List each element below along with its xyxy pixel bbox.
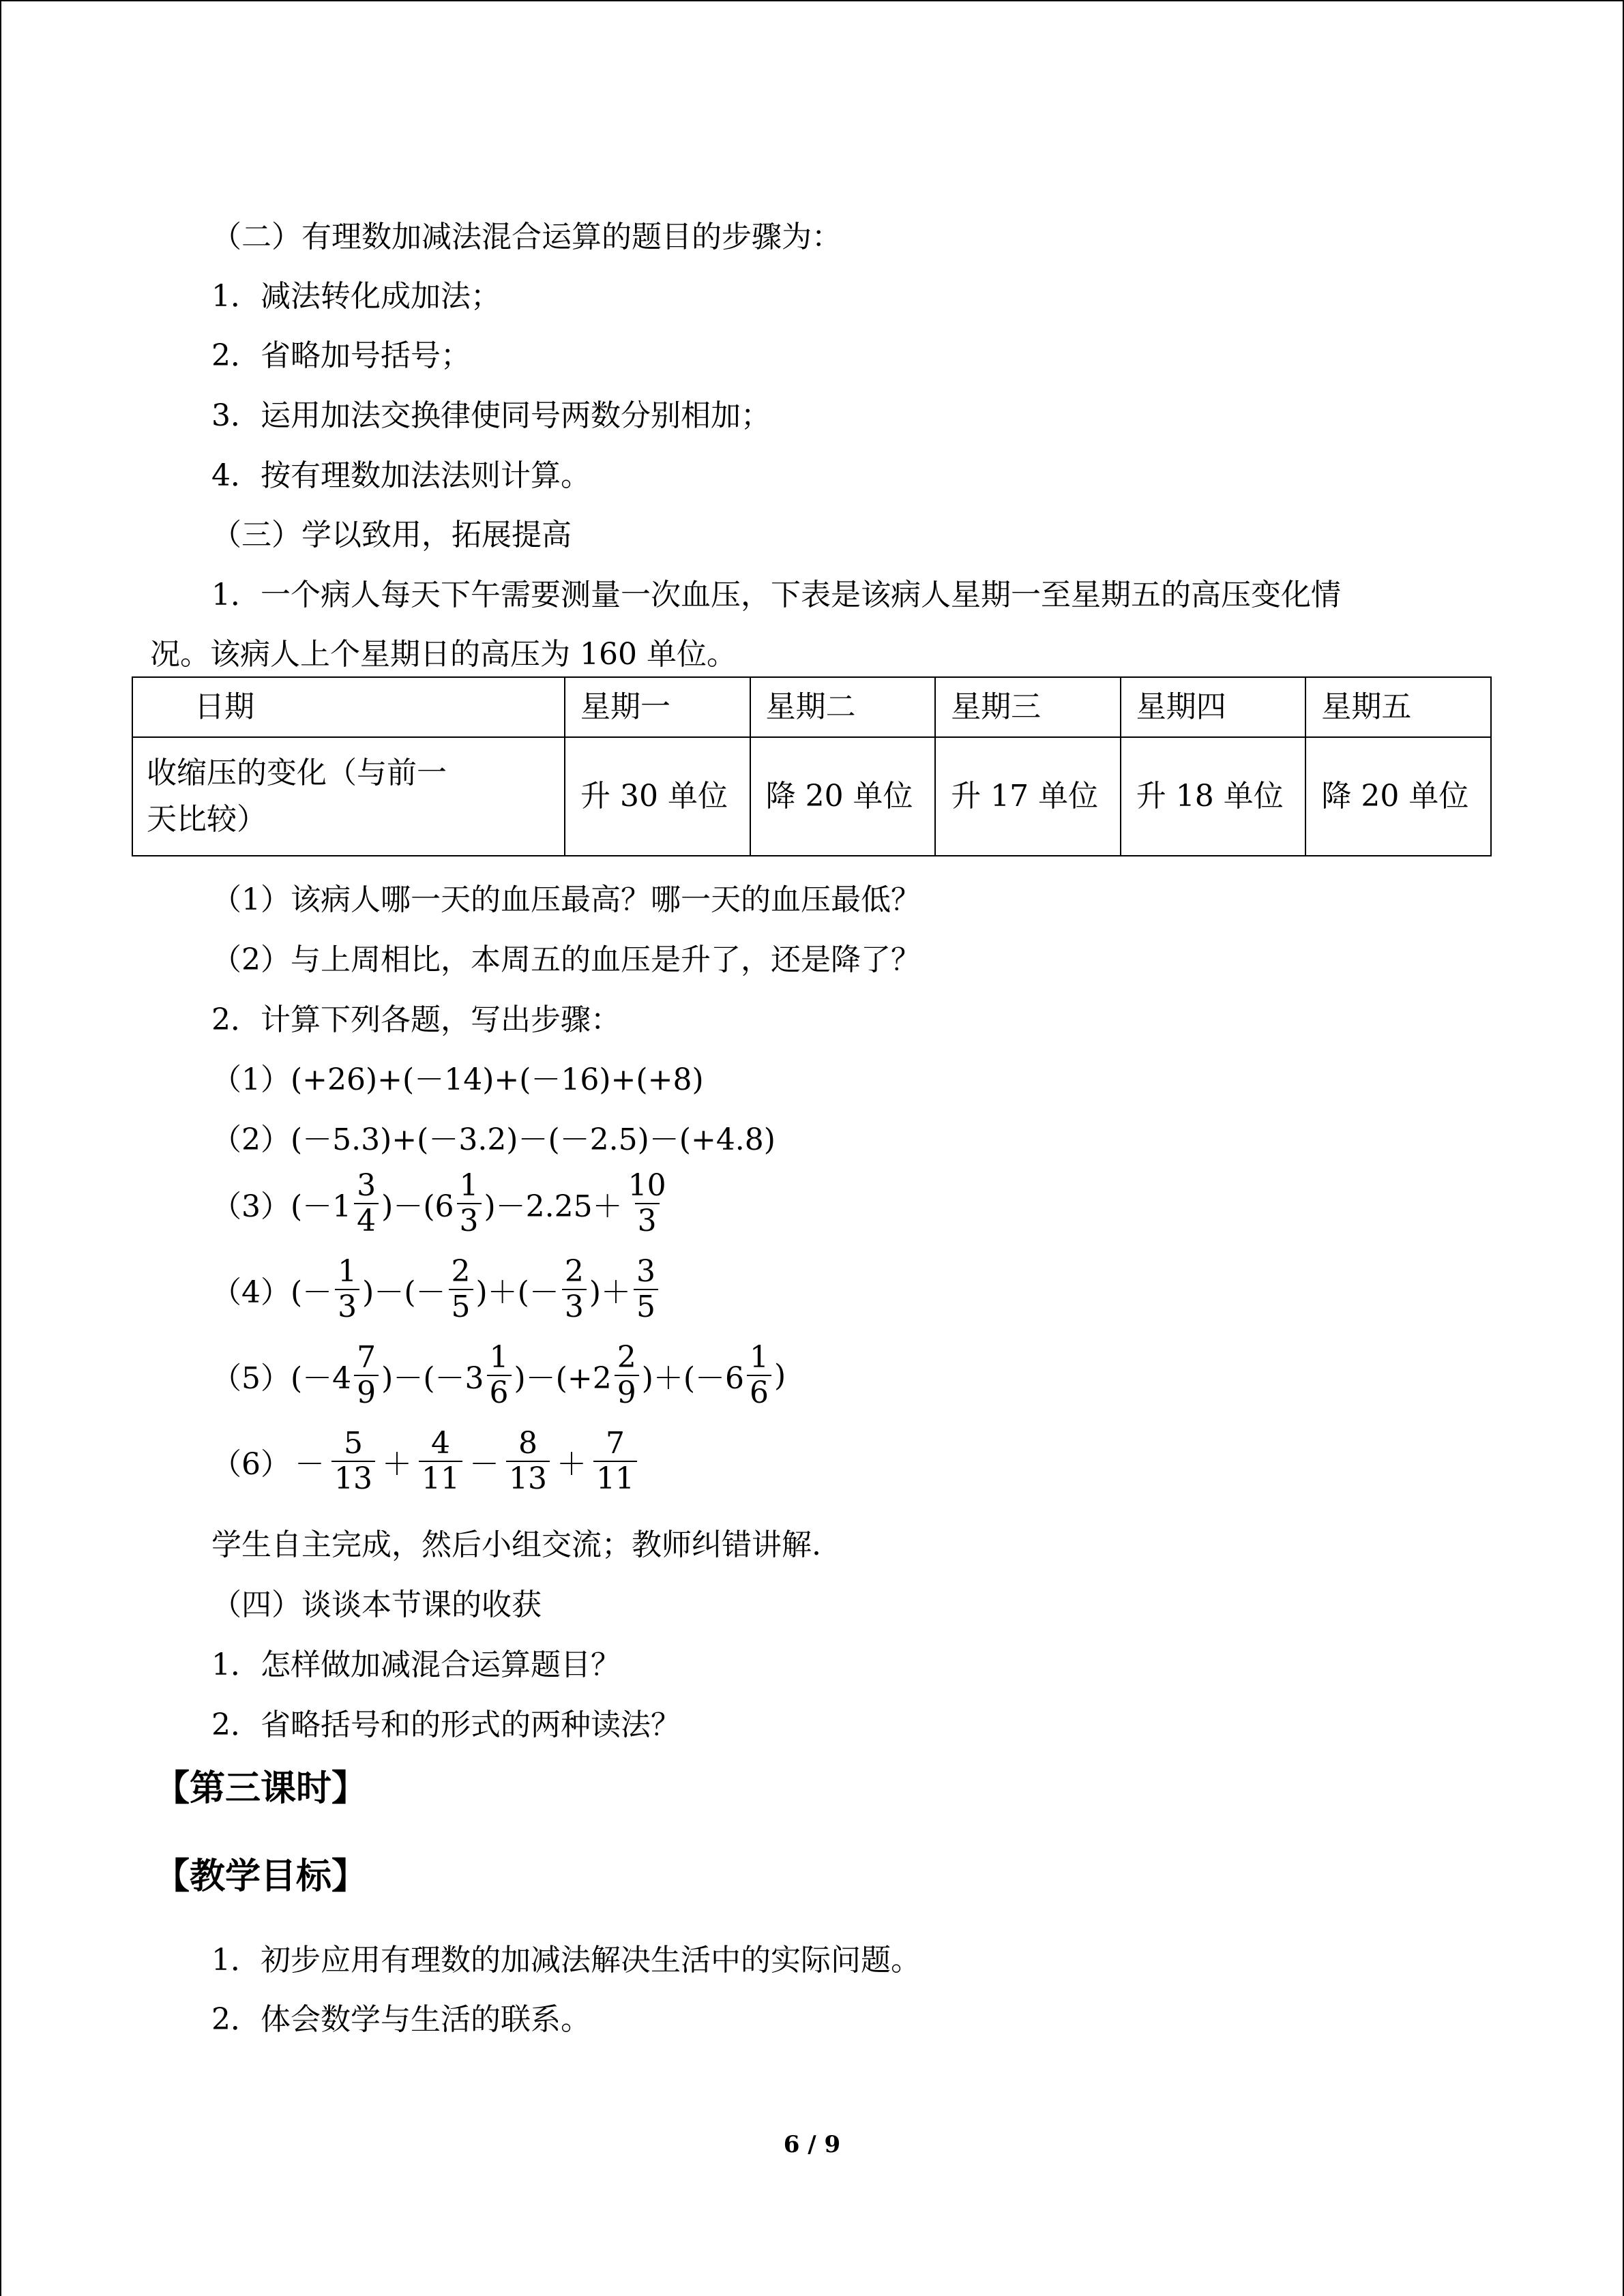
section2-title: （二）有理数加减法混合运算的题目的步骤为： <box>211 220 842 254</box>
expr-text: )－2.25＋ <box>484 1189 623 1224</box>
denominator: 9 <box>615 1375 639 1410</box>
expr-text: － <box>295 1447 325 1482</box>
heading-lesson-3: 【第三课时】 <box>154 1768 368 1809</box>
expr-text: )－(－ <box>362 1275 446 1310</box>
numerator: 2 <box>451 1254 471 1289</box>
table-header-cell: 星期一 <box>565 677 750 737</box>
fraction <box>593 1427 637 1496</box>
table-cell: 升 18 单位 <box>1121 737 1306 856</box>
fraction <box>487 1341 512 1410</box>
fraction <box>747 1341 771 1410</box>
problem-label: （6） <box>211 1447 291 1482</box>
fraction <box>625 1169 669 1238</box>
fraction <box>331 1427 375 1496</box>
numerator: 1 <box>338 1254 357 1289</box>
table-cell: 降 20 单位 <box>1305 737 1491 856</box>
fraction <box>449 1255 473 1324</box>
numerator: 1 <box>750 1340 769 1375</box>
denominator: 3 <box>335 1289 359 1324</box>
denominator: 5 <box>449 1289 473 1324</box>
row-label-line-2: 天比较） <box>147 802 267 837</box>
table-header-row <box>132 677 1491 737</box>
fraction <box>562 1255 587 1324</box>
expr-text: ＋ <box>557 1447 587 1482</box>
expr-text: (－ <box>291 1275 333 1310</box>
question-1-sub-2: （2）与上周相比，本周五的血压是升了，还是降了？ <box>211 942 921 977</box>
expr-text: )＋ <box>589 1275 632 1310</box>
problem-3 <box>211 1166 672 1241</box>
denominator: 6 <box>747 1375 771 1410</box>
section4-item-1: 1．怎样做加减混合运算题目？ <box>211 1648 621 1682</box>
problem-label: （4） <box>211 1275 291 1310</box>
problem-label: （5） <box>211 1361 291 1396</box>
row-label-line-1: 收缩压的变化（与前一 <box>147 756 447 790</box>
question-1-line-1: 1．一个病人每天下午需要测量一次血压，下表是该病人星期一至星期五的高压变化情 <box>211 578 1341 612</box>
section4-item-2: 2．省略括号和的形式的两种读法？ <box>211 1708 681 1742</box>
numerator: 1 <box>489 1340 509 1375</box>
step-1: 1．减法转化成加法； <box>211 279 501 314</box>
page-border-top <box>0 0 1624 1</box>
fraction <box>419 1427 462 1496</box>
expr-text: (－1 <box>291 1189 352 1224</box>
expr-text: )－(－3 <box>381 1361 484 1396</box>
numerator: 2 <box>564 1254 584 1289</box>
expr-text: )＋(－ <box>475 1275 559 1310</box>
table-cell: 降 20 单位 <box>750 737 936 856</box>
table-header-cell: 星期三 <box>935 677 1121 737</box>
fraction <box>335 1255 359 1324</box>
denominator: 6 <box>487 1375 512 1410</box>
fraction <box>634 1255 658 1324</box>
denominator: 5 <box>634 1289 658 1324</box>
problem-6 <box>211 1424 640 1499</box>
numerator: 1 <box>459 1168 479 1203</box>
denominator: 11 <box>593 1461 637 1496</box>
question-1-line-2: 况。该病人上个星期日的高压为 160 单位。 <box>150 637 737 672</box>
heading-teaching-goals: 【教学目标】 <box>154 1856 368 1897</box>
table-header-cell: 星期二 <box>750 677 936 737</box>
fraction <box>506 1427 550 1496</box>
expr-text: )－(6 <box>381 1189 454 1224</box>
numerator: 7 <box>357 1340 377 1375</box>
question-2-title: 2．计算下列各题，写出步骤： <box>211 1002 621 1037</box>
expr-text: )＋(－6 <box>641 1361 745 1396</box>
step-3: 3．运用加法交换律使同号两数分别相加； <box>211 398 771 433</box>
page-number: 6 / 9 <box>783 2131 841 2158</box>
denominator: 9 <box>354 1375 379 1410</box>
expr-text: ＋ <box>382 1447 412 1482</box>
goal-2: 2．体会数学与生活的联系。 <box>211 2002 591 2037</box>
denominator: 3 <box>562 1289 587 1324</box>
row-label-cell <box>132 737 565 856</box>
numerator: 3 <box>357 1168 377 1203</box>
numerator: 10 <box>628 1168 666 1203</box>
table-header-cell: 星期五 <box>1305 677 1491 737</box>
problem-4 <box>211 1252 661 1327</box>
goal-1: 1．初步应用有理数的加减法解决生活中的实际问题。 <box>211 1943 921 1978</box>
numerator: 2 <box>617 1340 636 1375</box>
numerator: 3 <box>636 1254 656 1289</box>
expr-text: )－(+2 <box>514 1361 612 1396</box>
numerator: 7 <box>606 1426 625 1461</box>
table-header-cell: 星期四 <box>1121 677 1306 737</box>
blood-pressure-table <box>132 676 1492 856</box>
fraction <box>354 1169 379 1238</box>
fraction <box>615 1341 639 1410</box>
denominator: 3 <box>457 1203 482 1238</box>
problem-5 <box>211 1338 786 1413</box>
section4-title: （四）谈谈本节课的收获 <box>211 1587 542 1622</box>
numerator: 5 <box>344 1426 363 1461</box>
table-header-cell: 日期 <box>132 677 565 737</box>
numerator: 4 <box>431 1426 450 1461</box>
problem-label: （3） <box>211 1189 291 1224</box>
table-row <box>132 737 1491 856</box>
expr-text: － <box>469 1447 499 1482</box>
denominator: 13 <box>331 1461 375 1496</box>
fraction <box>457 1169 482 1238</box>
denominator: 3 <box>635 1203 660 1238</box>
step-2: 2．省略加号括号； <box>211 338 471 373</box>
table-cell: 升 30 单位 <box>565 737 750 856</box>
step-4: 4．按有理数加法法则计算。 <box>211 458 591 493</box>
expr-text: ) <box>774 1358 786 1393</box>
page-border-left <box>0 0 1 2296</box>
section3-title: （三）学以致用，拓展提高 <box>211 518 572 552</box>
problem-1: （1）(+26)+(－14)+(－16)+(+8) <box>211 1062 704 1097</box>
numerator: 8 <box>518 1426 537 1461</box>
denominator: 4 <box>354 1203 379 1238</box>
denominator: 11 <box>419 1461 462 1496</box>
question-1-sub-1: （1）该病人哪一天的血压最高？哪一天的血压最低？ <box>211 882 921 917</box>
table-cell: 升 17 单位 <box>935 737 1121 856</box>
problem-2: （2）(－5.3)+(－3.2)－(－2.5)－(+4.8) <box>211 1122 776 1157</box>
expr-text: (－4 <box>291 1361 352 1396</box>
denominator: 13 <box>506 1461 550 1496</box>
teaching-note: 学生自主完成，然后小组交流；教师纠错讲解. <box>211 1527 821 1562</box>
fraction <box>354 1341 379 1410</box>
